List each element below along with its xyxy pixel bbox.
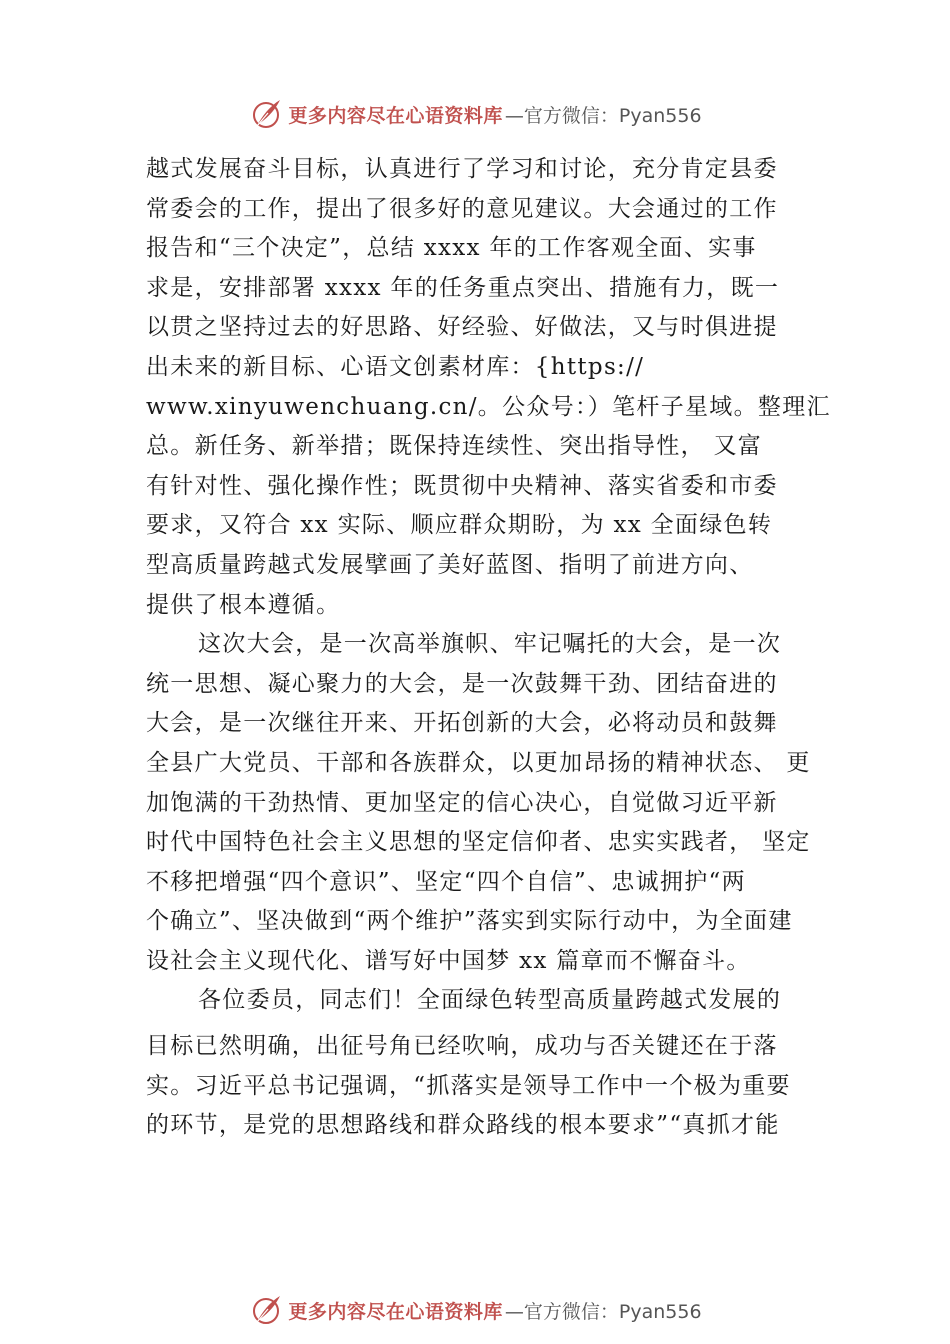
banner-wechat: —官方微信：Pyan556	[504, 1300, 702, 1323]
text-line: 全县广大党员、干部和各族群众，以更加昂扬的精神状态、 更	[146, 749, 811, 776]
text-line: 提供了根本遵循。	[146, 591, 341, 618]
text-line: 加饱满的干劲热情、更加坚定的信心决心，自觉做习近平新	[146, 789, 778, 816]
text-line: 统一思想、凝心聚力的大会，是一次鼓舞干劲、团结奋进的	[146, 670, 778, 697]
text-line: 个确立”、坚决做到“两个维护”落实到实际行动中，为全面建	[146, 908, 793, 935]
text-line: 总。新任务、新举措；既保持连续性、突出指导性， 又富	[146, 433, 763, 460]
text-line: 型高质量跨越式发展擘画了美好蓝图、指明了前进方向、	[146, 551, 754, 578]
text-line: 出未来的新目标、心语文创素材库：{https://	[146, 353, 645, 380]
document-body	[146, 150, 831, 1146]
text-line: www.xinyuwenchuang.cn/。公众号：）笔杆子星域。整理汇	[146, 393, 831, 420]
paragraph-start-line: 各位委员，同志们！全面绿色转型高质量跨越式发展的	[198, 987, 782, 1014]
text-line: 以贯之坚持过去的好思路、好经验、好做法，又与时俱进提	[146, 314, 778, 341]
banner-wechat: —官方微信：Pyan556	[504, 104, 702, 127]
text-line: 大会，是一次继往开来、开拓创新的大会，必将动员和鼓舞	[146, 710, 778, 737]
feather-pen-logo-icon	[248, 96, 284, 132]
feather-pen-logo-icon	[248, 1292, 284, 1328]
header-banner	[0, 94, 950, 134]
text-line: 要求，又符合 xx 实际、顺应群众期盼，为 xx 全面绿色转	[146, 512, 773, 539]
footer-banner	[0, 1290, 950, 1330]
text-line: 报告和“三个决定”，总结 xxxx 年的工作客观全面、实事	[146, 235, 757, 262]
banner-title: 更多内容尽在心语资料库	[288, 104, 503, 127]
text-line: 有针对性、强化操作性；既贯彻中央精神、落实省委和市委	[146, 472, 778, 499]
text-line: 时代中国特色社会主义思想的坚定信仰者、忠实实践者， 坚定	[146, 829, 811, 856]
banner-title: 更多内容尽在心语资料库	[288, 1300, 503, 1323]
text-line: 设社会主义现代化、谱写好中国梦 xx 篇章而不懈奋斗。	[146, 947, 751, 974]
text-line: 目标已然明确，出征号角已经吹响，成功与否关键还在于落	[146, 1033, 778, 1060]
text-line: 常委会的工作，提出了很多好的意见建议。大会通过的工作	[146, 195, 778, 222]
text-line: 不移把增强“四个意识”、坚定“四个自信”、忠诚拥护“两	[146, 868, 746, 895]
text-line: 的环节，是党的思想路线和群众路线的根本要求”“真抓才能	[146, 1112, 780, 1139]
text-line: 实。习近平总书记强调，“抓落实是领导工作中一个极为重要	[146, 1072, 791, 1099]
text-line: 求是，安排部署 xxxx 年的任务重点突出、措施有力，既一	[146, 274, 780, 301]
text-line: 越式发展奋斗目标，认真进行了学习和讨论，充分肯定县委	[146, 156, 778, 182]
paragraph-start-line: 这次大会，是一次高举旗帜、牢记嘱托的大会，是一次	[198, 631, 782, 658]
